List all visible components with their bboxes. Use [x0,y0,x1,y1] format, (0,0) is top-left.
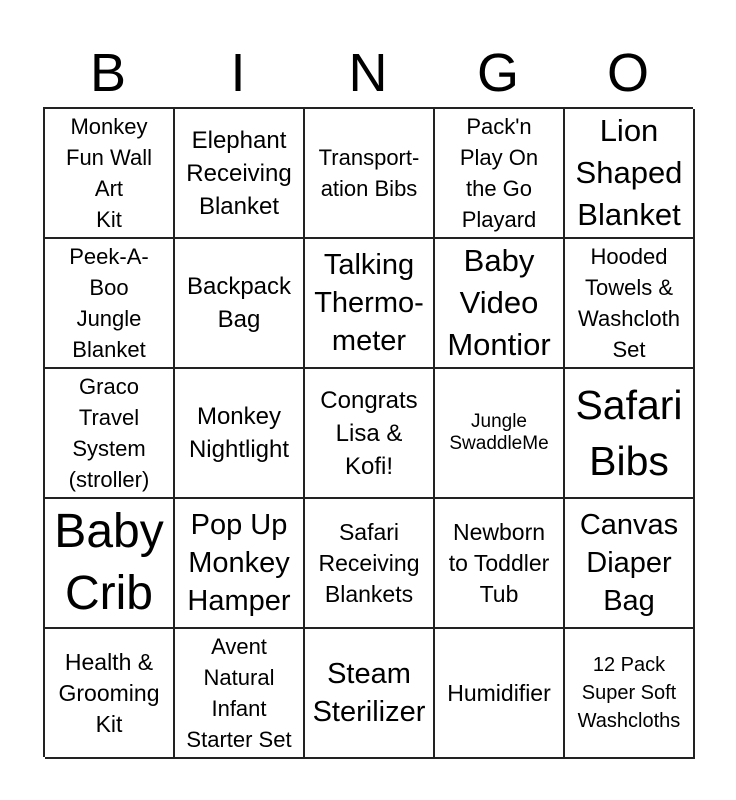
bingo-cell[interactable]: Jungle SwaddleMe [435,369,565,499]
bingo-card-grid [43,107,693,757]
bingo-cell[interactable]: Monkey Fun Wall Art Kit [45,109,175,239]
header-letter-o: O [606,43,649,103]
bingo-cell[interactable]: Baby Video Montior [435,239,565,369]
bingo-cell[interactable]: Lion Shaped Blanket [565,109,695,239]
bingo-cell[interactable]: Newborn to Toddler Tub [435,499,565,629]
bingo-cell[interactable]: Graco Travel System (stroller) [45,369,175,499]
bingo-cell[interactable]: Safari Receiving Blankets [305,499,435,629]
bingo-cell[interactable]: Monkey Nightlight [175,369,305,499]
bingo-cell[interactable]: Transport- ation Bibs [305,109,435,239]
bingo-cell[interactable]: Hooded Towels & Washcloth Set [565,239,695,369]
header-letter-n: N [348,43,388,103]
bingo-cell[interactable]: 12 Pack Super Soft Washcloths [565,629,695,759]
bingo-cell[interactable]: Pop Up Monkey Hamper [175,499,305,629]
bingo-cell[interactable]: Canvas Diaper Bag [565,499,695,629]
bingo-cell[interactable]: Congrats Lisa & Kofi! [305,369,435,499]
header-letter-g: G [476,43,519,103]
bingo-header [43,40,693,106]
bingo-cell[interactable]: Peek-A- Boo Jungle Blanket [45,239,175,369]
bingo-cell[interactable]: Backpack Bag [175,239,305,369]
bingo-cell[interactable]: Humidifier [435,629,565,759]
header-letter-i: I [230,43,246,103]
bingo-cell[interactable]: Steam Sterilizer [305,629,435,759]
bingo-cell[interactable]: Elephant Receiving Blanket [175,109,305,239]
header-letter-b: B [89,43,127,103]
bingo-cell[interactable]: Talking Thermo- meter [305,239,435,369]
bingo-cell[interactable]: Health & Grooming Kit [45,629,175,759]
bingo-cell[interactable]: Avent Natural Infant Starter Set [175,629,305,759]
bingo-cell[interactable]: Safari Bibs [565,369,695,499]
bingo-cell[interactable]: Baby Crib [45,499,175,629]
bingo-cell[interactable]: Pack'n Play On the Go Playard [435,109,565,239]
